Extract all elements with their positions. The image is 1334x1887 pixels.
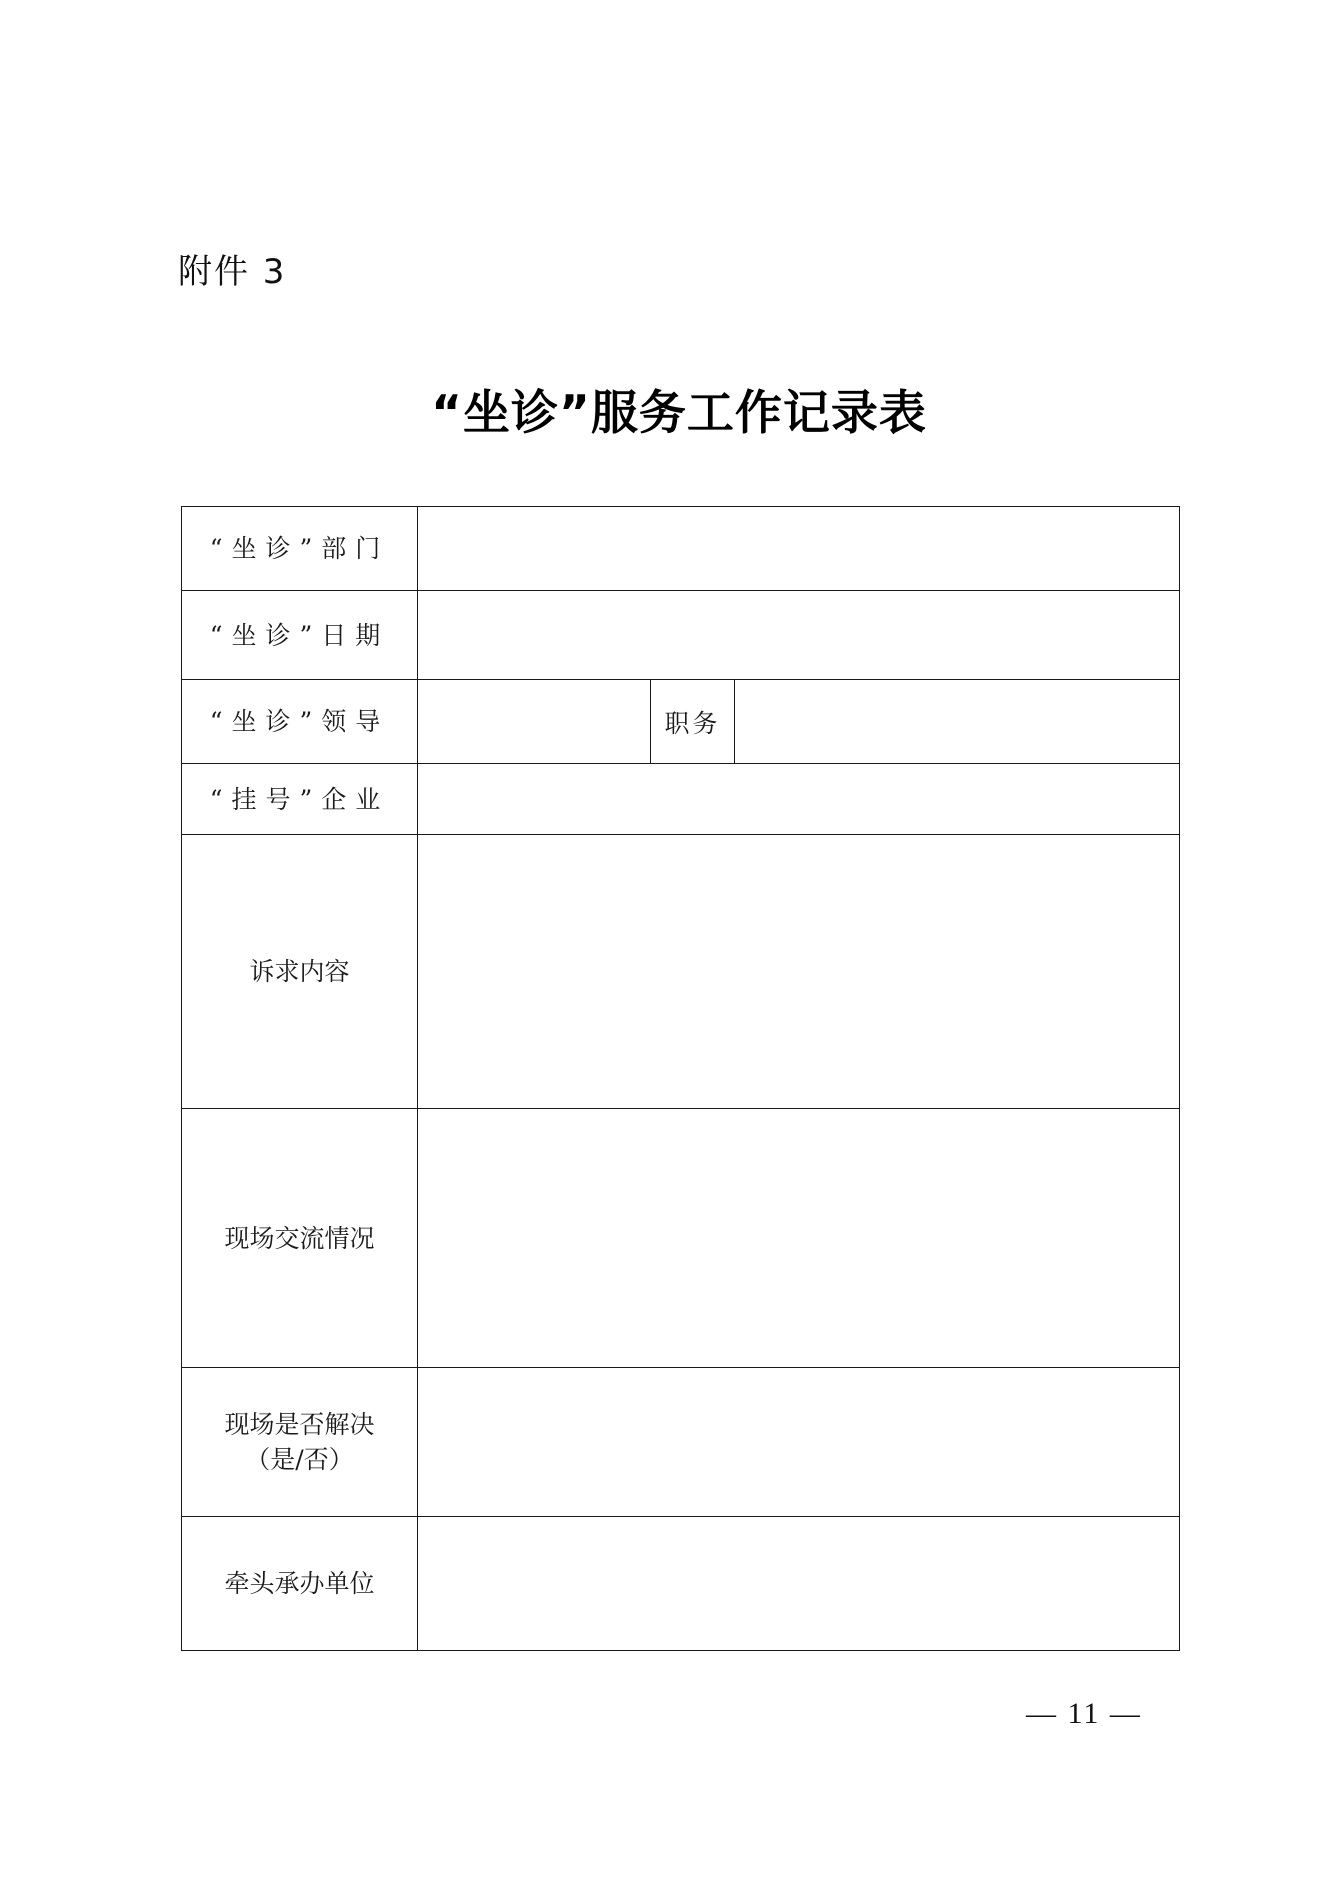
table-row-resolved (182, 1368, 1180, 1517)
department-label-cell (182, 507, 418, 591)
lead-unit-value-cell[interactable] (418, 1517, 1180, 1651)
enterprise-label-cell (182, 764, 418, 835)
resolved-label-line2: （是/否） (245, 1445, 354, 1474)
leader-value-cell[interactable] (418, 680, 651, 764)
document-title: “坐诊”服务工作记录表 (431, 386, 927, 441)
resolved-value-cell[interactable] (418, 1368, 1180, 1517)
exchange-label-cell (182, 1109, 418, 1368)
appeal-value-cell[interactable] (418, 835, 1180, 1109)
record-form-table (181, 506, 1180, 1651)
table-row-enterprise (182, 764, 1180, 835)
lead-unit-label-cell (182, 1517, 418, 1651)
date-label-cell (182, 591, 418, 680)
lead-unit-label: 牵头承办单位 (224, 1569, 375, 1598)
table-row-exchange (182, 1109, 1180, 1368)
enterprise-label: “挂号”企业 (209, 784, 390, 814)
exchange-value-cell[interactable] (418, 1109, 1180, 1368)
position-value-cell[interactable] (735, 680, 1180, 764)
department-value-cell[interactable] (418, 507, 1180, 591)
attachment-label: 附件 3 (178, 252, 287, 292)
leader-label: “坐诊”领导 (209, 707, 390, 736)
table-row-lead-unit (182, 1517, 1180, 1651)
table-row-department (182, 507, 1180, 591)
department-label: “坐诊”部门 (209, 534, 390, 563)
leader-label-cell (182, 680, 418, 764)
table-row-date (182, 591, 1180, 680)
enterprise-value-cell[interactable] (418, 764, 1180, 835)
page-number: — 11 — (1026, 1697, 1142, 1730)
appeal-label-cell (182, 835, 418, 1109)
date-label: “坐诊”日期 (209, 620, 390, 650)
position-label-cell (651, 680, 735, 764)
resolved-label-line1: 现场是否解决 (224, 1410, 375, 1439)
table-row-appeal (182, 835, 1180, 1109)
appeal-label: 诉求内容 (249, 957, 350, 986)
table-row-leader (182, 680, 1180, 764)
position-label: 职务 (664, 708, 721, 738)
resolved-label-cell (182, 1368, 418, 1517)
exchange-label: 现场交流情况 (224, 1223, 375, 1253)
date-value-cell[interactable] (418, 591, 1180, 680)
